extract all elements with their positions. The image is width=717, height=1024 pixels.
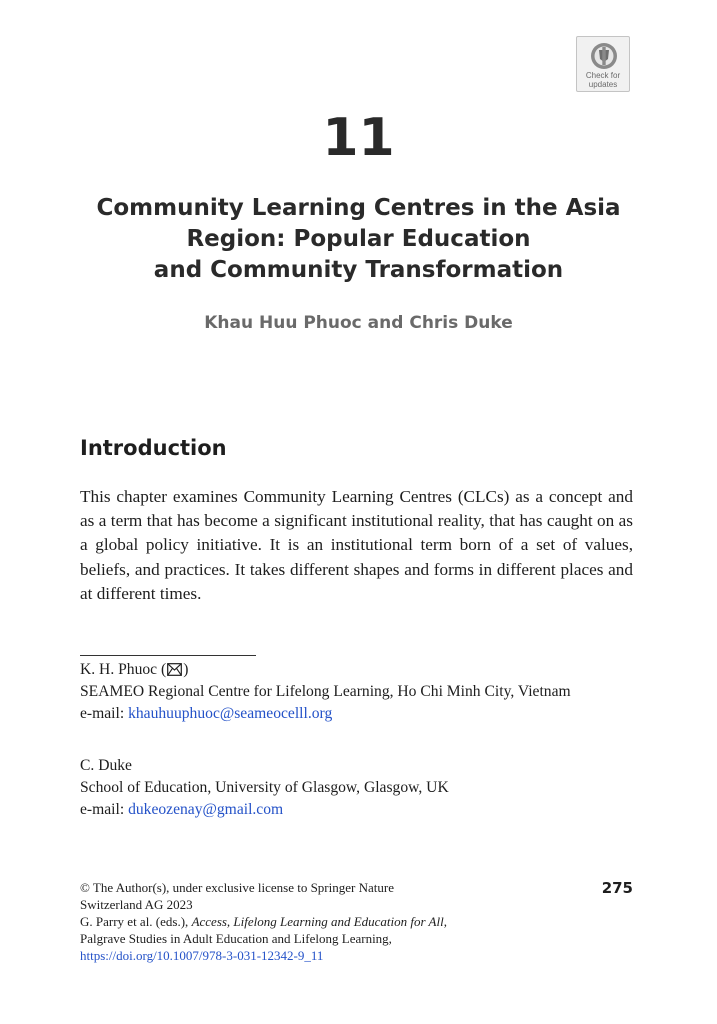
copyright-block: [80, 879, 520, 964]
author-name: K. H. Phuoc ( ): [80, 661, 189, 678]
introduction-paragraph: This chapter examines Community Learning Centres (CLCs) as a concept and as a term that has become a significant institutional reality, that has caught on as a global policy initiative. It is an institutional term born of a set of values, beliefs, and practices. It takes different shapes and forms in different places and at different times.: [80, 487, 633, 603]
book-series: Palgrave Studies in Adult Education and Lifelong Learning,: [80, 931, 392, 946]
copyright-line: © The Author(s), under exclusive license to Springer Nature: [80, 880, 394, 895]
author-name: C. Duke: [80, 757, 132, 774]
doi-line: [80, 947, 520, 964]
affiliation-phuoc: [80, 659, 640, 725]
footnote-divider: [80, 655, 256, 656]
chapter-authors: Khau Huu Phuoc and Chris Duke: [204, 313, 513, 333]
author-institution: SEAMEO Regional Centre for Lifelong Learning, Ho Chi Minh City, Vietnam: [80, 683, 571, 700]
page-number: 275: [601, 879, 633, 897]
chapter-number: 11: [322, 108, 395, 168]
check-for-updates-label: Check for updates: [585, 71, 621, 89]
copyright-line: Switzerland AG 2023: [80, 897, 193, 912]
author-email-line: e-mail: dukeozenay@gmail.com: [80, 801, 284, 818]
affiliation-duke: [80, 755, 640, 821]
section-heading-introduction: Introduction: [80, 436, 227, 460]
check-for-updates-badge[interactable]: [576, 36, 630, 92]
doi-link[interactable]: https://doi.org/10.1007/978-3-031-12342-9_11: [80, 948, 324, 963]
author-institution: School of Education, University of Glasgow, Glasgow, UK: [80, 779, 449, 796]
crossmark-icon: [589, 41, 619, 71]
email-link[interactable]: khauhuuphuoc@seameocelll.org: [128, 705, 333, 722]
author-email-line: e-mail: khauhuuphuoc@seameocelll.org: [80, 705, 333, 722]
book-citation: G. Parry et al. (eds.), Access, Lifelong Learning and Education for All,: [80, 914, 447, 929]
chapter-title: Community Learning Centres in the Asia Region: Popular Education and Community Transformation: [96, 195, 621, 283]
envelope-icon: [167, 663, 182, 676]
email-link[interactable]: dukeozenay@gmail.com: [128, 801, 284, 818]
book-title: Access, Lifelong Learning and Education for All: [191, 914, 444, 929]
